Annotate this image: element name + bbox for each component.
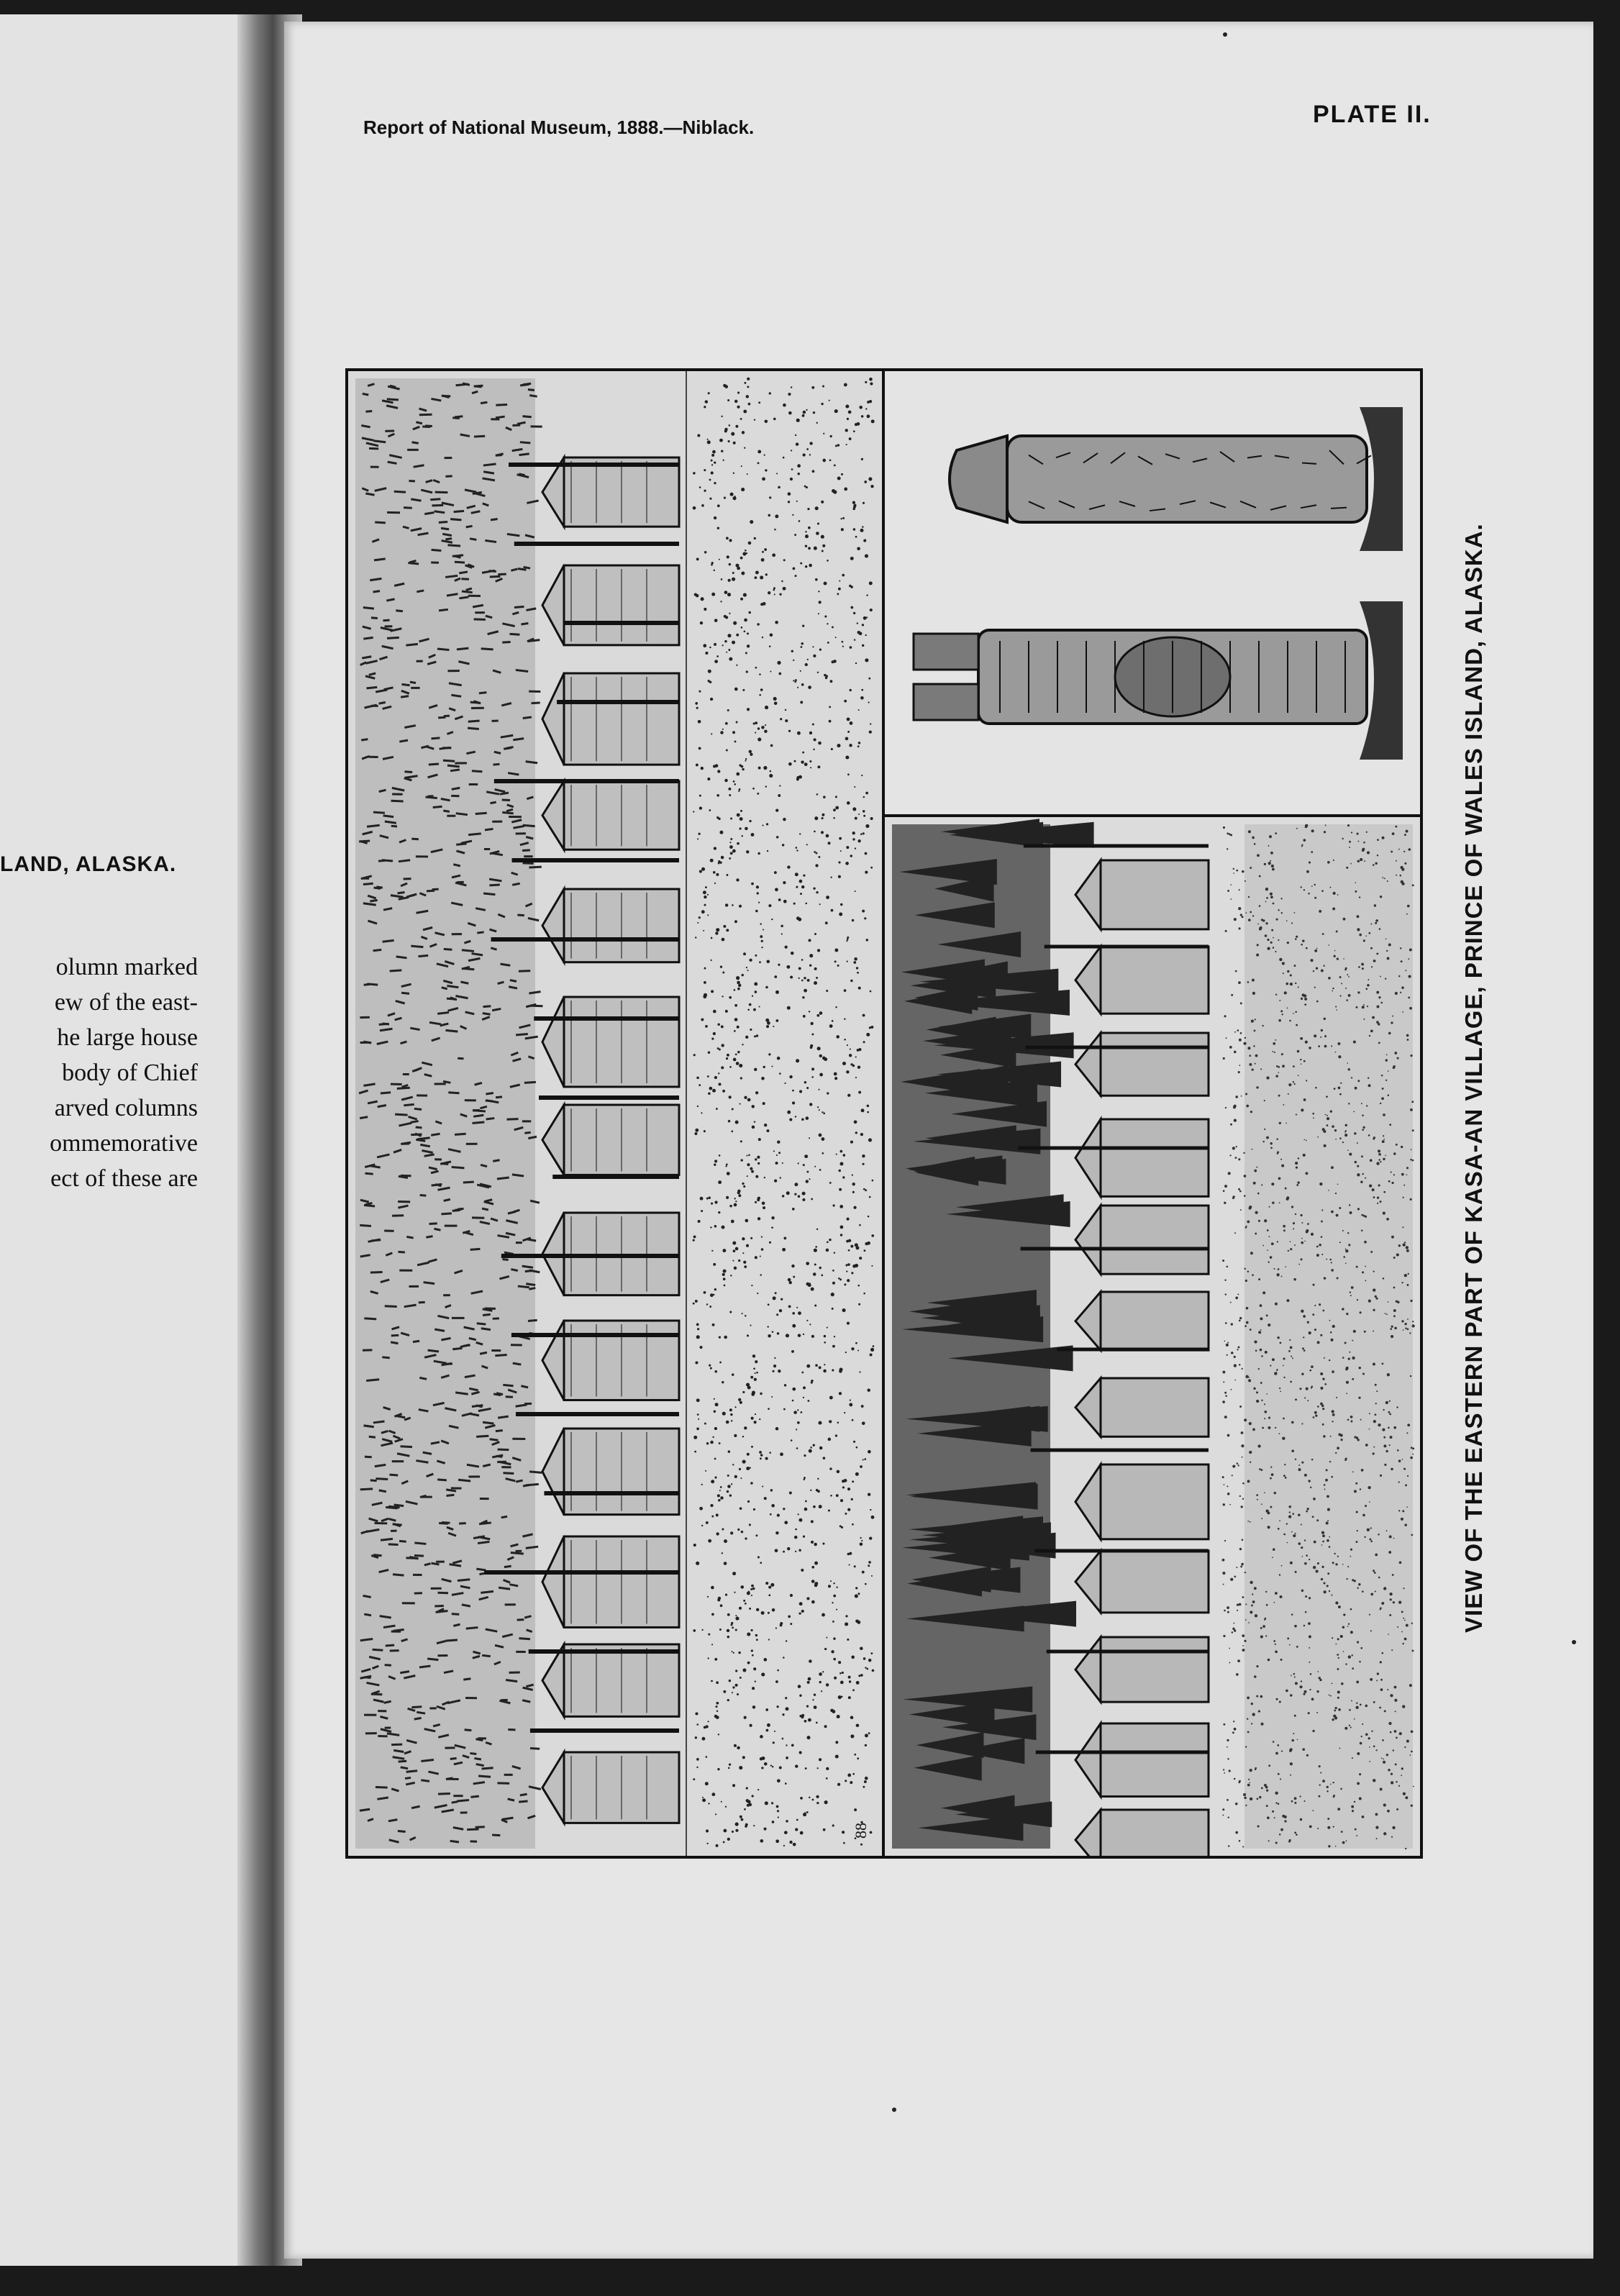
page-speck <box>1223 32 1227 37</box>
left-text-line: ommemorative <box>50 1130 198 1157</box>
plate-label: PLATE II. <box>1313 101 1432 128</box>
carved-poles-sketch <box>885 371 1420 814</box>
left-page-caption-fragment: LAND, ALASKA. <box>0 852 177 876</box>
left-text-line: ew of the east- <box>54 989 198 1016</box>
running-head: Report of National Museum, 1888.—Niblack. <box>363 117 755 138</box>
plate-illustration <box>345 368 1423 1859</box>
left-text-line: olumn marked <box>55 954 198 980</box>
village-view-panel-b <box>885 817 1420 1856</box>
village-sketch-b <box>885 817 1420 1856</box>
page-speck <box>892 2108 896 2112</box>
left-page <box>0 14 237 2266</box>
artist-signature <box>852 1823 870 1839</box>
village-view-panel-a <box>348 371 885 1856</box>
left-text-line: arved columns <box>54 1095 198 1121</box>
left-page-text <box>0 949 198 1196</box>
village-sketch-a <box>348 371 882 1856</box>
left-text-line: ect of these are <box>50 1165 198 1192</box>
left-text-line: body of Chief <box>62 1060 198 1086</box>
svg-text:88: 88 <box>852 1823 870 1839</box>
plate-caption: VIEW OF THE EASTERN PART OF KASA-AN VILLAGE, PRINCE OF WALES ISLAND, ALASKA. <box>1460 523 1487 1633</box>
left-text-line: he large house <box>57 1024 198 1051</box>
page-speck <box>1572 1640 1576 1644</box>
carved-poles-panel <box>885 371 1420 817</box>
